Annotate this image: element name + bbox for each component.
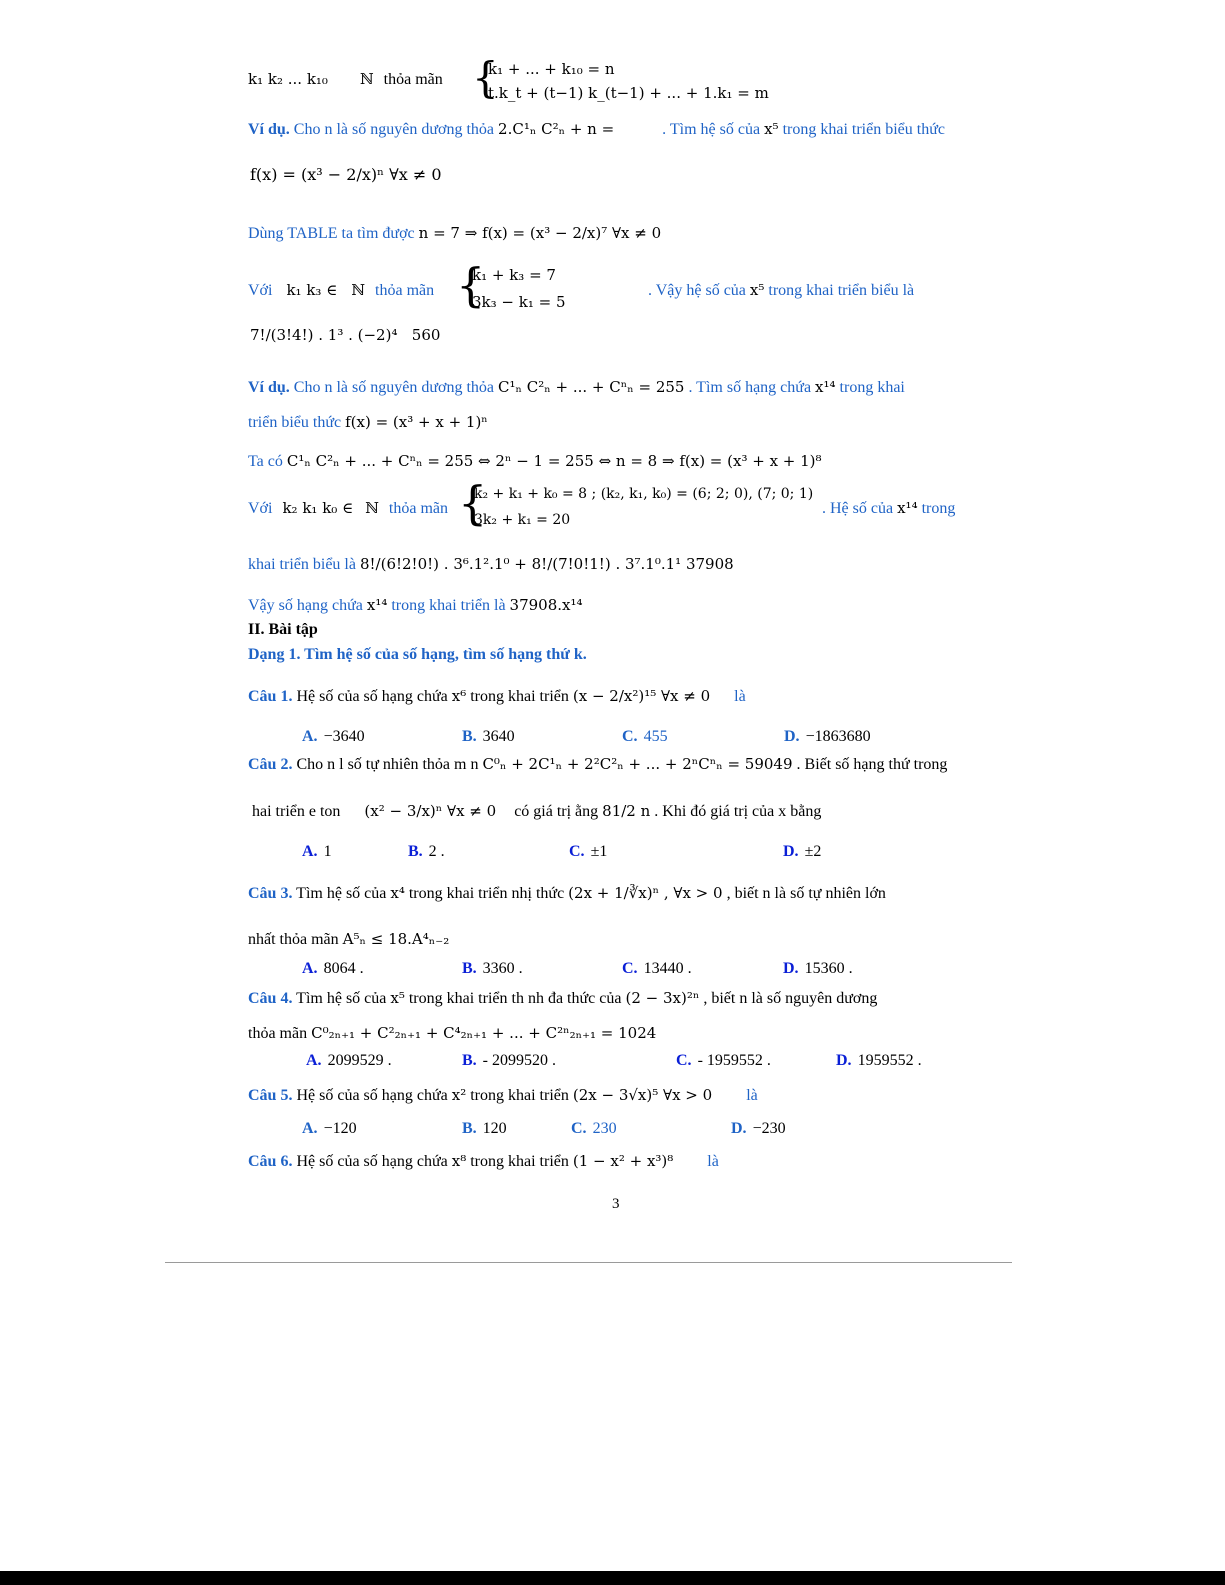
q3-line2-math: A⁵ₙ ≤ 18.A⁴ₙ₋₂	[342, 930, 450, 948]
q1-expr: (x − 2/x²)¹⁵ ∀x ≠ 0	[572, 687, 711, 705]
q6-text2: trong khai triển	[470, 1153, 569, 1170]
ex1-label: Ví dụ.	[248, 121, 290, 138]
q6-line	[248, 1152, 719, 1171]
ex2-conclusion2: trong khai triển là	[391, 597, 506, 614]
q5-option-a[interactable]	[302, 1120, 357, 1138]
q5-text: Hệ số của số hạng chứa	[296, 1087, 448, 1104]
ex2-line1	[248, 378, 905, 397]
q5-option-b-value: 120	[482, 1120, 507, 1137]
ex2-text1: Cho n là số nguyên dương thỏa	[293, 379, 495, 396]
q2-line2-tail2: . Khi đó giá trị của x bằng	[654, 803, 822, 820]
q3-line1	[248, 884, 886, 903]
q2-option-d-value: ±2	[804, 843, 822, 860]
q1-text: Hệ số của số hạng chứa	[296, 688, 448, 705]
q1-option-d-value: −1863680	[805, 728, 871, 745]
ex2-fx: f(x) = (x³ + x + 1)ⁿ	[345, 413, 488, 431]
ex1-text3: trong khai triển biểu thức	[782, 121, 945, 138]
top-thoa-man: thỏa mãn	[383, 71, 443, 88]
ex2-natural-symbol: ℕ	[365, 499, 379, 517]
q1-option-b[interactable]	[462, 728, 515, 746]
q4-line2-math: C⁰₂ₙ₊₁ + C²₂ₙ₊₁ + C⁴₂ₙ₊₁ + ... + C²ⁿ₂ₙ₊₁ = 1024	[311, 1024, 657, 1042]
ex1-system-brace: {	[456, 258, 486, 312]
ex1-text1: Cho n là số nguyên dương thỏa	[293, 121, 495, 138]
q3-option-c-label: C.	[622, 960, 638, 977]
q5-line	[248, 1086, 758, 1105]
q2-option-d[interactable]	[783, 843, 821, 861]
q3-option-a-value: 8064 .	[323, 960, 364, 977]
q2-line2	[252, 802, 821, 821]
q4-option-b-label: B.	[462, 1052, 477, 1069]
natural-set-symbol: ℕ	[359, 70, 374, 88]
q4-option-a-value: 2099529 .	[327, 1052, 392, 1069]
q4-option-d-value: 1959552 .	[857, 1052, 922, 1069]
ex2-text2: . Tìm số hạng chứa	[688, 379, 812, 396]
q4-line2	[248, 1024, 656, 1043]
q1-line	[248, 687, 746, 706]
q4-label: Câu 4.	[248, 990, 293, 1007]
q5-option-a-label: A.	[302, 1120, 318, 1137]
q3-option-d-label: D.	[783, 960, 799, 977]
ex1-table-line	[248, 224, 661, 243]
q4-expr: (2 − 3x)²ⁿ	[625, 989, 700, 1007]
ex2-label: Ví dụ.	[248, 379, 290, 396]
ex2-voi-line	[248, 499, 448, 518]
q2-line2-math: (x² − 3/x)ⁿ ∀x ≠ 0	[364, 802, 497, 820]
ex2-voi-math: k₂ k₁ k₀ ∈	[282, 499, 354, 517]
q3-option-b[interactable]	[462, 960, 523, 978]
ex2-heso-line	[822, 499, 955, 518]
q2-option-c-label: C.	[569, 843, 585, 860]
q2-option-a-value: 1	[323, 843, 332, 860]
q3-option-a[interactable]	[302, 960, 364, 978]
q3-tail: , biết n là số tự nhiên lớn	[726, 885, 886, 902]
q2-option-d-label: D.	[783, 843, 799, 860]
ex2-x14: x¹⁴	[815, 378, 836, 396]
ex1-line1	[248, 120, 945, 139]
q4-option-d-label: D.	[836, 1052, 852, 1069]
ex2-sys2: 3k₂ + k₁ = 20	[474, 512, 571, 528]
q3-option-c[interactable]	[622, 960, 692, 978]
ex1-fx: f(x) = (x³ − 2/x)ⁿ ∀x ≠ 0	[250, 165, 442, 184]
q2-option-a[interactable]	[302, 843, 332, 861]
q1-math: x⁶	[451, 687, 467, 705]
ex1-voi: Với	[248, 282, 273, 299]
ex2-taco: Ta có	[248, 453, 283, 470]
q5-option-d-label: D.	[731, 1120, 747, 1137]
q3-option-a-label: A.	[302, 960, 318, 977]
q2-option-c[interactable]	[569, 843, 607, 861]
ex2-heso: . Hệ số của	[822, 500, 894, 517]
q5-tail: là	[746, 1087, 758, 1104]
ex2-sys1: k₂ + k₁ + k₀ = 8 ; (k₂, k₁, k₀) = (6; 2; 0), (7; 0; 1)	[474, 486, 814, 502]
ex1-sys1: k₁ + k₃ = 7	[472, 266, 556, 284]
q3-text2: trong khai triển nhị thức	[408, 885, 565, 902]
q6-expr: (1 − x² + x³)⁸	[572, 1152, 674, 1170]
ex1-vay2: trong khai triển biểu là	[768, 282, 915, 299]
q4-text2: trong khai triển th nh đa thức của	[408, 990, 622, 1007]
ex1-table-text: Dùng TABLE ta tìm được	[248, 225, 415, 242]
q3-line2	[248, 930, 449, 949]
q1-option-d[interactable]	[784, 728, 871, 746]
top-system-line1: k₁ + ... + k₁₀ = n	[488, 60, 615, 78]
ex1-voi-line	[248, 281, 434, 300]
q4-option-a-label: A.	[306, 1052, 322, 1069]
q5-math: x²	[451, 1086, 467, 1104]
q5-text2: trong khai triển	[470, 1087, 569, 1104]
top-math-line	[248, 70, 443, 89]
ex2-thoa-man: thỏa mãn	[388, 500, 448, 517]
q1-tail: là	[734, 688, 746, 705]
q4-math: x⁵	[390, 989, 405, 1007]
q5-option-c-value: 230	[592, 1120, 617, 1137]
ex2-conclusion-line	[248, 596, 583, 615]
q5-option-a-value: −120	[323, 1120, 357, 1137]
q3-option-c-value: 13440 .	[643, 960, 692, 977]
q4-option-c-label: C.	[676, 1052, 692, 1069]
q1-label: Câu 1.	[248, 688, 293, 705]
ex2-taco-math: C¹ₙ C²ₙ + ... + Cⁿₙ = 255 ⇔ 2ⁿ − 1 = 255 ⇔ n = 8 ⇒ f(x) = (x³ + x + 1)⁸	[286, 452, 822, 470]
q1-option-c-value: 455	[643, 728, 668, 745]
q1-option-b-label: B.	[462, 728, 477, 745]
ex2-khai-line	[248, 555, 734, 574]
q5-option-c[interactable]	[571, 1120, 617, 1138]
ex1-math1: 2.C¹ₙ C²ₙ + n =	[498, 120, 615, 138]
q4-line2-text: thỏa mãn	[248, 1025, 308, 1042]
q5-option-c-label: C.	[571, 1120, 587, 1137]
bottom-border	[0, 1571, 1225, 1585]
ex1-vay-line	[648, 281, 914, 300]
ex2-text4: triển biểu thức	[248, 414, 342, 431]
q2-text: Cho n l số tự nhiên thỏa m n	[296, 756, 479, 773]
q6-text: Hệ số của số hạng chứa	[296, 1153, 448, 1170]
q2-option-b-label: B.	[408, 843, 423, 860]
q2-option-c-value: ±1	[590, 843, 608, 860]
q4-option-c[interactable]	[676, 1052, 771, 1070]
q2-option-a-label: A.	[302, 843, 318, 860]
q1-option-a-label: A.	[302, 728, 318, 745]
ex1-voi-math: k₁ k₃ ∈	[286, 281, 338, 299]
q3-option-d[interactable]	[783, 960, 853, 978]
ex2-conclusion: Vậy số hạng chứa	[248, 597, 363, 614]
q1-option-a-value: −3640	[323, 728, 365, 745]
ex2-khai: khai triển biểu là	[248, 556, 356, 573]
q3-text: Tìm hệ số của	[296, 885, 387, 902]
ex2-conclusion-val: 37908.x¹⁴	[509, 596, 583, 614]
top-system-brace: {	[472, 53, 499, 102]
q3-option-b-label: B.	[462, 960, 477, 977]
section-title: II. Bài tập	[248, 621, 318, 638]
ex1-x5b: x⁵	[749, 281, 765, 299]
q2-tail: . Biết số hạng thứ trong	[796, 756, 948, 773]
ex2-line2	[248, 413, 488, 432]
q1-text2: trong khai triển	[470, 688, 569, 705]
q3-expr: (2x + 1/∛x)ⁿ , ∀x > 0	[568, 884, 723, 902]
q2-line2-text: hai triển e ton	[252, 803, 341, 820]
ex1-table-math: n = 7 ⇒ f(x) = (x³ − 2/x)⁷ ∀x ≠ 0	[418, 224, 662, 242]
q2-option-b[interactable]	[408, 843, 445, 861]
q4-option-d[interactable]	[836, 1052, 922, 1070]
ex2-result: 8!/(6!2!0!) . 3⁶.1².1⁰ + 8!/(7!0!1!) . 3⁷.1⁰.1¹ 37908	[359, 555, 734, 573]
ex2-text3: trong khai	[839, 379, 905, 396]
q4-option-c-value: - 1959552 .	[697, 1052, 771, 1069]
q1-option-d-label: D.	[784, 728, 800, 745]
page-separator	[165, 1262, 1012, 1263]
ex2-system-brace: {	[458, 476, 488, 530]
q5-option-b-label: B.	[462, 1120, 477, 1137]
q6-tail: là	[707, 1153, 719, 1170]
q5-option-b[interactable]	[462, 1120, 507, 1138]
q4-option-b[interactable]	[462, 1052, 556, 1070]
q5-label: Câu 5.	[248, 1087, 293, 1104]
q5-expr: (2x − 3√x)⁵ ∀x > 0	[572, 1086, 713, 1104]
q4-tail: , biết n là số nguyên dương	[703, 990, 878, 1007]
q4-option-b-value: - 2099520 .	[482, 1052, 556, 1069]
q6-math: x⁸	[451, 1152, 467, 1170]
q2-line2-tail1: có giá trị ằng	[514, 803, 599, 820]
q3-line2-text: nhất thỏa mãn	[248, 931, 339, 948]
ex1-x5: x⁵	[764, 120, 779, 138]
ex1-thoa-man: thỏa mãn	[375, 282, 435, 299]
q3-math: x⁴	[390, 884, 405, 902]
ex1-result: 7!/(3!4!) . 1³ . (−2)⁴ 560	[250, 326, 441, 344]
q4-text: Tìm hệ số của	[296, 990, 387, 1007]
q3-option-b-value: 3360 .	[482, 960, 523, 977]
q1-option-b-value: 3640	[482, 728, 515, 745]
q1-option-a[interactable]	[302, 728, 365, 746]
q3-label: Câu 3.	[248, 885, 293, 902]
ex2-x14b: x¹⁴	[897, 499, 918, 517]
section-dang: Dạng 1. Tìm hệ số của số hạng, tìm số hạng thứ k.	[248, 646, 587, 663]
q1-option-c-label: C.	[622, 728, 638, 745]
ex1-text2: . Tìm hệ số của	[662, 121, 761, 138]
q6-label: Câu 6.	[248, 1153, 293, 1170]
q2-label: Câu 2.	[248, 756, 293, 773]
q2-option-b-value: 2 .	[428, 843, 445, 860]
q5-option-d[interactable]	[731, 1120, 786, 1138]
q2-line2-frac: 81/2 n	[602, 802, 651, 820]
q2-line1	[248, 755, 947, 774]
q4-option-a[interactable]	[306, 1052, 392, 1070]
ex2-voi: Với	[248, 500, 273, 517]
ex2-conclusion-x: x¹⁴	[366, 596, 388, 614]
ex1-sys2: 3k₃ − k₁ = 5	[472, 293, 566, 311]
q4-line1	[248, 989, 877, 1008]
q1-option-c[interactable]	[622, 728, 668, 746]
ex1-vay: . Vậy hệ số của	[648, 282, 746, 299]
top-system-line2: t.k_t + (t−1) k_(t−1) + ... + 1.k₁ = m	[488, 84, 769, 102]
page-number: 3	[612, 1196, 620, 1212]
ex2-trong: trong	[921, 500, 956, 517]
q3-option-d-value: 15360 .	[804, 960, 853, 977]
ex2-math1: C¹ₙ C²ₙ + ... + Cⁿₙ = 255	[498, 378, 685, 396]
q2-math: C⁰ₙ + 2C¹ₙ + 2²C²ₙ + ... + 2ⁿCⁿₙ = 59049	[482, 755, 793, 773]
q5-option-d-value: −230	[752, 1120, 786, 1137]
top-math-k: k₁ k₂ ... k₁₀	[248, 70, 328, 88]
ex1-natural-symbol: ℕ	[351, 281, 366, 299]
ex2-taco-line	[248, 452, 822, 471]
